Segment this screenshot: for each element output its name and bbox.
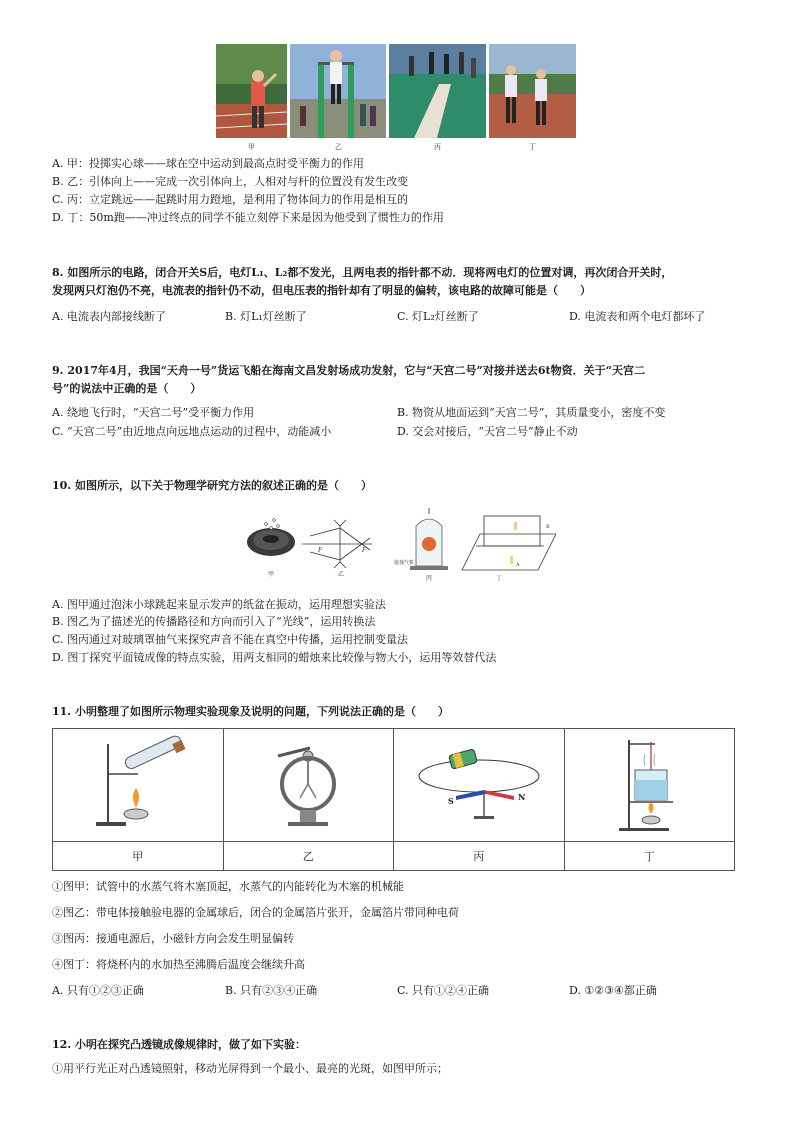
bell-jar-figure (410, 508, 448, 570)
fig-label-ding: 丁 (496, 575, 503, 582)
candle-a (510, 556, 513, 564)
q11-stem: 11. 小明整理了如图所示物理实验现象及说明的问题，下列说法正确的是（ ） (52, 705, 449, 718)
table-label-yi: 乙 (223, 842, 394, 871)
q9-option-a: A. 绕地飞行时，“天宫二号”受平衡力作用 (52, 406, 255, 419)
q11-statement-4: ④图丁：将烧杯内的水加热至沸腾后温度会继续升高 (52, 958, 305, 971)
q11-experiment-table (52, 728, 735, 871)
q11-statement-1: ①图甲：试管中的水蒸气将木塞顶起，水蒸气的内能转化为木塞的机械能 (52, 880, 404, 893)
q12-stem: 12. 小明在探究凸透镜成像规律时，做了如下实验： (52, 1038, 306, 1051)
electroscope-figure (248, 734, 368, 834)
q10-option-a: A. 图甲通过泡沫小球跳起来显示发声的纸盆在振动，运用理想实验法 (52, 598, 386, 611)
photo-longjump (389, 44, 486, 138)
point-b-label: B (546, 524, 550, 530)
table-label-jia: 甲 (53, 842, 224, 871)
experiment-cell-jia (53, 729, 224, 842)
q7-option-d: D. 丁：50m跑——冲过终点的同学不能立刻停下来是因为他受到了惯性力的作用 (52, 211, 444, 224)
q7-option-b: B. 乙：引体向上——完成一次引体向上，人相对与杆的位置没有发生改变 (52, 175, 409, 188)
photo-sprint (489, 44, 576, 138)
q11-option-d: D. ①②③④都正确 (569, 984, 657, 997)
q11-statement-3: ③图丙：接通电源后，小磁针方向会发生明显偏转 (52, 932, 294, 945)
q10-stem: 10. 如图所示，以下关于物理学研究方法的叙述正确的是（ ） (52, 479, 372, 492)
focus-label-left: F (318, 547, 323, 554)
fig-label-jia: 甲 (268, 571, 275, 578)
q12-line-1: ①用平行光正对凸透镜照射，移动光屏得到一个最小、最亮的光斑，如图甲所示； (52, 1062, 448, 1075)
fig-label-bing: 丙 (426, 575, 433, 582)
photo-pullup (290, 44, 386, 138)
q7-option-a: A. 甲：投掷实心球——球在空中运动到最高点时受平衡力的作用 (52, 157, 364, 170)
photo-caption-2: 乙 (335, 143, 342, 151)
test-tube-figure (78, 734, 198, 834)
photo-shotput (216, 44, 287, 138)
q9-option-b: B. 物资从地面运到“天宫二号”，其质量变小，密度不变 (397, 406, 666, 419)
q8-option-b: B. 灯L₁灯丝断了 (225, 310, 307, 323)
point-a-label: A (516, 562, 520, 568)
lens-figure (302, 520, 372, 568)
experiment-cell-yi (223, 729, 394, 842)
magnet-n-label: N (517, 791, 526, 802)
photo-caption-3: 丙 (434, 143, 441, 151)
q7-option-c: C. 丙：立定跳远——起跳时用力蹬地，是利用了物体间力的作用是相互的 (52, 193, 409, 206)
experiment-cell-bing (394, 729, 565, 842)
q9-stem-line2: 号”的说法中正确的是（ ） (52, 382, 202, 395)
experiment-cell-ding (564, 729, 735, 842)
q8-option-a: A. 电流表内部接线断了 (52, 310, 166, 323)
q11-option-c: C. 只有①②④正确 (397, 984, 490, 997)
photo-caption-4: 丁 (529, 143, 536, 151)
magnet-s-label: S (447, 795, 454, 806)
q8-option-c: C. 灯L₂灯丝断了 (397, 310, 479, 323)
q10-option-d: D. 图丁探究平面镜成像的特点实验，用两支相同的蜡烛来比较像与物大小，运用等效替代法 (52, 651, 497, 664)
focus-label-right: F (362, 547, 367, 554)
q8-stem-line2: 发现两只灯泡仍不亮，电流表的指针仍不动，但电压表的指针却有了明显的偏转，该电路的故障可能是（ ） (52, 284, 591, 297)
candle-b (514, 522, 517, 530)
q11-option-a: A. 只有①②③正确 (52, 984, 144, 997)
pump-label: 接抽气机 (394, 560, 415, 566)
q9-option-d: D. 交会对接后，“天宫二号”静止不动 (397, 425, 578, 438)
q11-statement-2: ②图乙：带电体接触验电器的金属球后，闭合的金属箔片张开，金属箔片带同种电荷 (52, 906, 459, 919)
speaker-figure (247, 519, 295, 557)
q9-stem-line1: 9. 2017年4月，我国“天舟一号”货运飞船在海南文昌发射场成功发射，它与“天宫二号”对接并送去6t物资．关于“天宫二 (52, 364, 645, 377)
q9-option-c: C. “天宫二号”由近地点向远地点运动的过程中，动能减小 (52, 425, 332, 438)
q10-figures (244, 506, 556, 586)
fig-label-yi: 乙 (338, 571, 345, 578)
q11-option-b: B. 只有②③④正确 (225, 984, 318, 997)
table-label-bing: 丙 (394, 842, 565, 871)
q8-option-d: D. 电流表和两个电灯都坏了 (569, 310, 706, 323)
oersted-figure (404, 734, 554, 834)
q10-option-b: B. 图乙为了描述光的传播路径和方向而引入了“光线”，运用转换法 (52, 615, 376, 628)
photo-caption-1: 甲 (248, 143, 255, 151)
table-label-ding: 丁 (564, 842, 735, 871)
q10-option-c: C. 图丙通过对玻璃罩抽气来探究声音不能在真空中传播，运用控制变量法 (52, 633, 409, 646)
plane-mirror-figure (462, 516, 556, 570)
boiling-water-figure (589, 734, 709, 834)
q8-stem-line1: 8. 如图所示的电路，闭合开关S后，电灯L₁、L₂都不发光，且两电表的指针都不动．现将两电灯的位置对调，再次闭合开关时， (52, 266, 673, 279)
